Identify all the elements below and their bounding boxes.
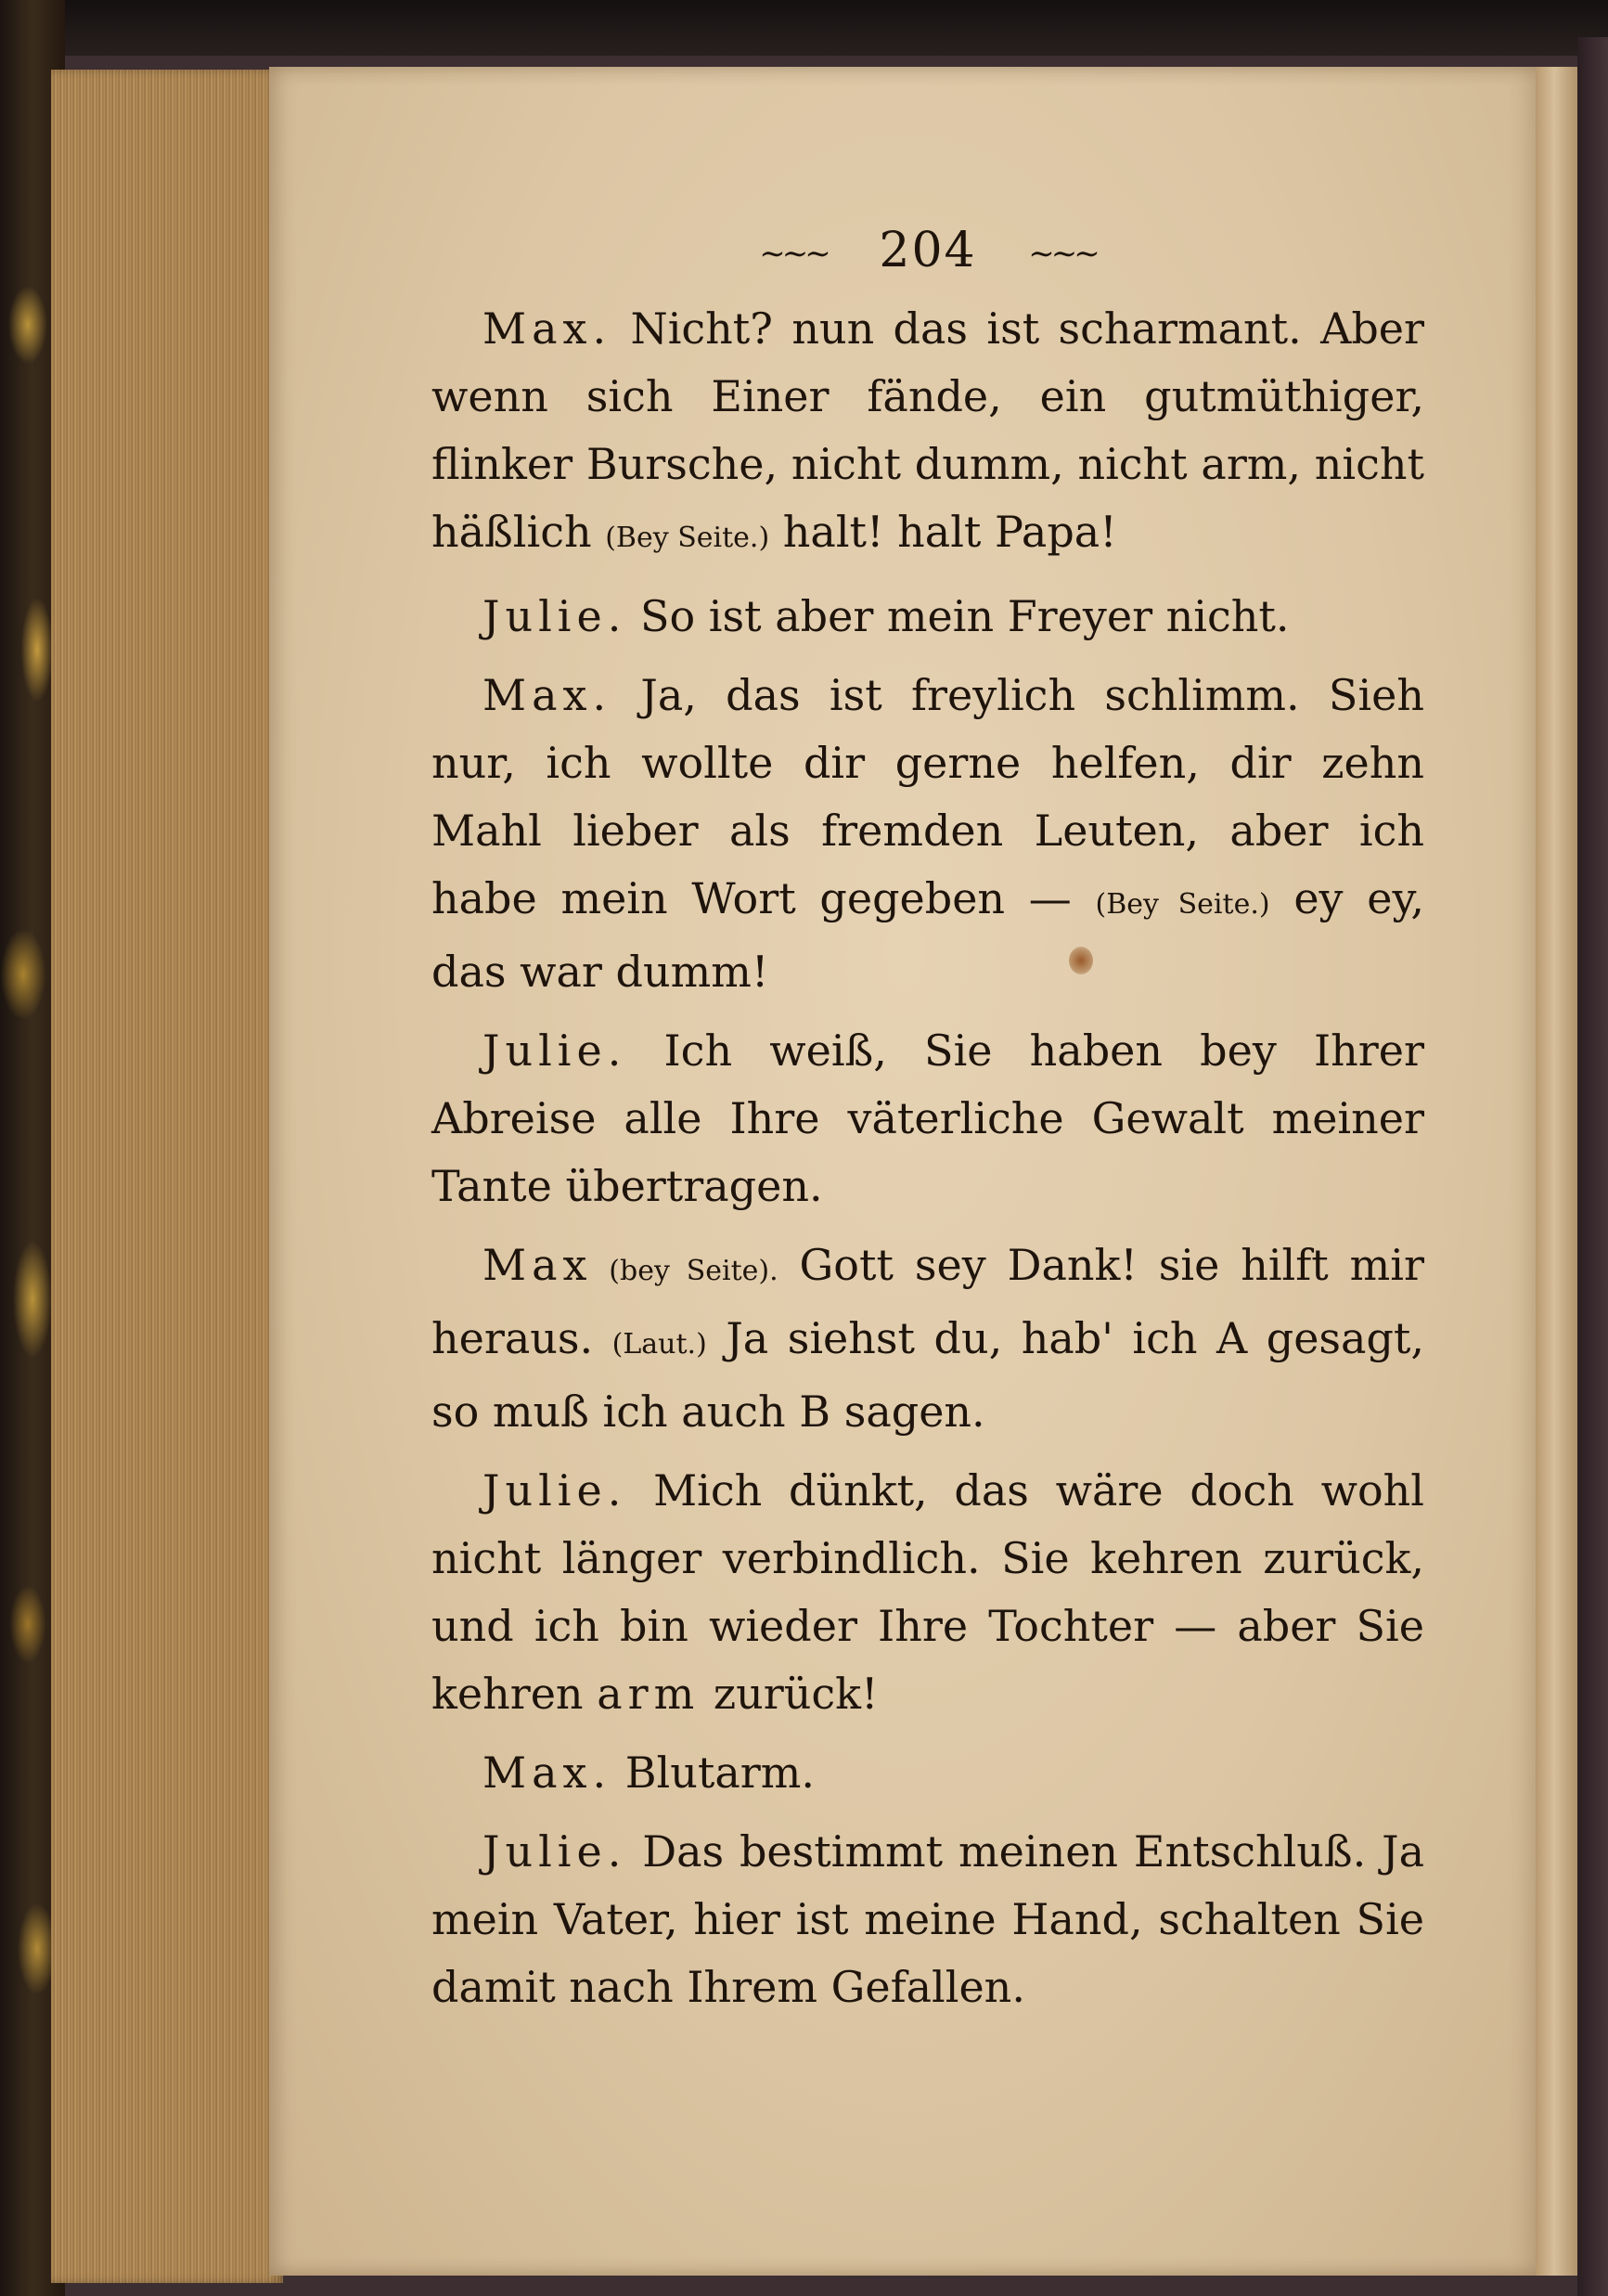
ornament-left: ∼∼∼ bbox=[759, 235, 828, 273]
dialogue-text: Ja siehst du, hab' ich A gesagt, so muß ich auch B sagen. bbox=[431, 1312, 1425, 1437]
stage-direction: (Laut.) bbox=[611, 1327, 707, 1361]
speaker-name: Julie. bbox=[482, 1464, 627, 1516]
dialogue-paragraph bbox=[431, 1457, 1424, 1728]
dialogue-text: zurück! bbox=[700, 1668, 879, 1719]
dialogue bbox=[431, 295, 1424, 2021]
page-gutter bbox=[1536, 67, 1582, 2276]
dialogue-text: Gott sey Dank! sie hilft mir heraus. bbox=[431, 1239, 1424, 1363]
dialogue-paragraph bbox=[431, 1232, 1424, 1446]
page-number: 204 bbox=[879, 223, 977, 278]
dialogue-text: So ist aber mein Freyer nicht. bbox=[626, 590, 1290, 641]
dialogue-paragraph bbox=[431, 295, 1424, 572]
stage-direction: (Bey Seite.) bbox=[605, 521, 770, 554]
book-cover-right bbox=[1577, 37, 1608, 2296]
speaker-name: Max. bbox=[482, 669, 612, 720]
dialogue-paragraph bbox=[431, 1739, 1424, 1807]
dialogue-paragraph bbox=[431, 583, 1424, 651]
stage-direction: (Bey Seite.) bbox=[1095, 887, 1270, 921]
dialogue-paragraph bbox=[431, 662, 1424, 1006]
ornament-right: ∼∼∼ bbox=[1028, 235, 1097, 273]
speaker-name: Julie. bbox=[482, 1025, 627, 1076]
speaker-name: Julie. bbox=[482, 1825, 627, 1877]
page-text bbox=[431, 213, 1424, 2032]
emphasized-word: arm bbox=[597, 1668, 701, 1719]
dialogue-text: Mich dünkt, das wäre doch wohl nicht länger verbindlich. Sie kehren zurück, und ich bin wieder Ihre Tochter — aber Sie kehren bbox=[431, 1464, 1424, 1719]
stage-direction: (bey Seite). bbox=[592, 1254, 778, 1287]
page-edges bbox=[51, 70, 283, 2283]
dialogue-text: halt! halt Papa! bbox=[769, 506, 1117, 557]
speaker-name: Julie. bbox=[482, 590, 627, 641]
dialogue-text: Blutarm. bbox=[611, 1747, 815, 1798]
dialogue-paragraph bbox=[431, 1818, 1424, 2021]
dialogue-text: Das bestimmt meinen Entschluß. Ja mein Vater, hier ist meine Hand, schalten Sie damit nach Ihrem Gefallen. bbox=[431, 1825, 1424, 2012]
dialogue-text: ey ey, das war dumm! bbox=[431, 872, 1424, 997]
dialogue-paragraph bbox=[431, 1017, 1424, 1220]
speaker-name: Max. bbox=[482, 1747, 612, 1798]
speaker-name: Max bbox=[482, 1239, 593, 1290]
page-header bbox=[431, 213, 1424, 291]
dialogue-text: Ich weiß, Sie haben bey Ihrer Abreise alle Ihre väterliche Gewalt meiner Tante übertragen. bbox=[431, 1025, 1424, 1211]
dialogue-text: Ja, das ist freylich schlimm. Sieh nur, ich wollte dir gerne helfen, dir zehn Mahl lieber als fremden Leuten, aber ich habe mein Wort gegeben — bbox=[431, 669, 1424, 923]
dialogue-text: Nicht? nun das ist scharmant. Aber wenn sich Einer fände, ein gutmüthiger, flinker Bursche, nicht dumm, nicht arm, nicht häßlich bbox=[431, 303, 1424, 557]
speaker-name: Max. bbox=[482, 303, 612, 354]
